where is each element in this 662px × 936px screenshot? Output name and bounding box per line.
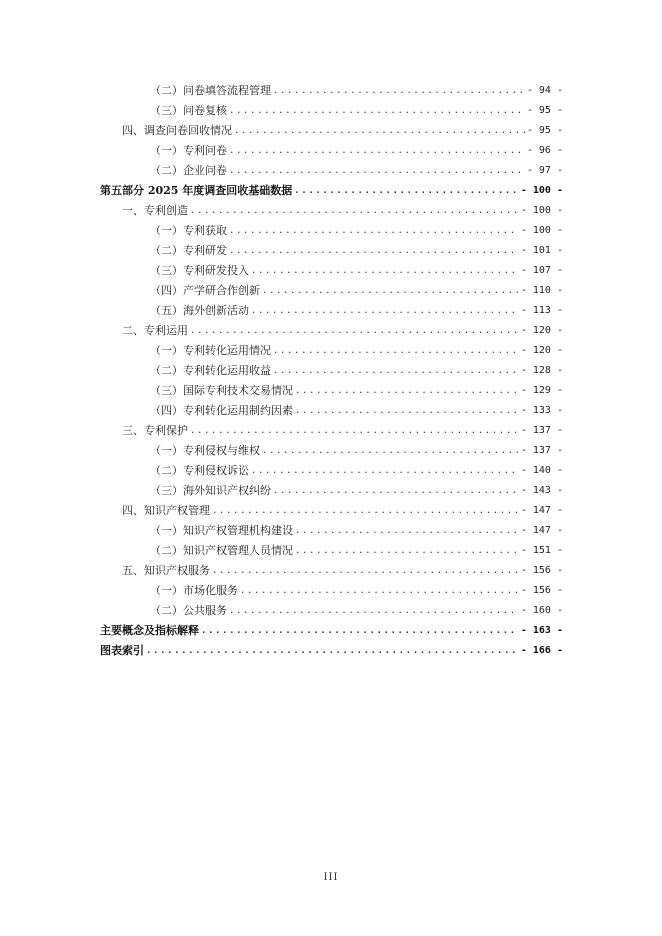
toc-leader-dots	[190, 201, 519, 221]
page-number: III	[323, 872, 339, 883]
toc-entry-page: - 128 -	[520, 365, 563, 376]
toc-subsection-entry[interactable]	[100, 361, 563, 381]
toc-leader-dots	[273, 361, 519, 381]
toc-entry-title: （二）公共服务	[150, 604, 227, 617]
toc-leader-dots	[229, 161, 525, 181]
toc-subsection-entry[interactable]	[100, 541, 563, 561]
toc-subsection-entry[interactable]	[100, 101, 563, 121]
toc-subsection-entry[interactable]	[100, 601, 563, 621]
toc-entry-title: 四、知识产权管理	[122, 504, 210, 517]
toc-subsection-entry[interactable]	[100, 161, 563, 181]
toc-leader-dots	[212, 561, 519, 581]
toc-leader-dots	[251, 461, 519, 481]
toc-leader-dots	[273, 81, 525, 101]
toc-entry-page: - 163 -	[520, 625, 563, 636]
toc-entry-page: - 97 -	[526, 165, 563, 176]
toc-subsection-entry[interactable]	[100, 221, 563, 241]
toc-part-entry[interactable]	[100, 621, 563, 641]
toc-leader-dots	[295, 541, 519, 561]
toc-section-entry[interactable]	[100, 501, 563, 521]
table-of-contents	[100, 81, 563, 661]
toc-leader-dots	[190, 421, 519, 441]
toc-entry-title: （三）国际专利技术交易情况	[150, 384, 293, 397]
toc-leader-dots	[262, 441, 519, 461]
toc-subsection-entry[interactable]	[100, 461, 563, 481]
toc-entry-title: （二）企业问卷	[150, 164, 227, 177]
toc-entry-page: - 100 -	[520, 185, 563, 196]
toc-subsection-entry[interactable]	[100, 141, 563, 161]
toc-subsection-entry[interactable]	[100, 581, 563, 601]
toc-part-entry[interactable]	[100, 641, 563, 661]
toc-leader-dots	[234, 121, 525, 141]
toc-leader-dots	[295, 521, 519, 541]
toc-entry-page: - 120 -	[520, 345, 563, 356]
toc-subsection-entry[interactable]	[100, 261, 563, 281]
toc-leader-dots	[295, 381, 519, 401]
toc-entry-page: - 151 -	[520, 545, 563, 556]
toc-entry-page: - 147 -	[520, 505, 563, 516]
toc-section-entry[interactable]	[100, 561, 563, 581]
toc-leader-dots	[229, 241, 519, 261]
toc-entry-title: （四）专利转化运用制约因素	[150, 404, 293, 417]
toc-entry-title: （二）专利侵权诉讼	[150, 464, 249, 477]
toc-section-entry[interactable]	[100, 121, 563, 141]
toc-leader-dots	[229, 101, 525, 121]
toc-entry-page: - 94 -	[526, 85, 563, 96]
toc-entry-title: （一）专利获取	[150, 224, 227, 237]
toc-entry-title: （二）专利转化运用收益	[150, 364, 271, 377]
toc-entry-page: - 95 -	[526, 125, 563, 136]
toc-entry-title: （一）专利问卷	[150, 144, 227, 157]
toc-part-entry[interactable]	[100, 181, 563, 201]
toc-entry-title: （一）专利转化运用情况	[150, 344, 271, 357]
toc-entry-title: 四、调查问卷回收情况	[122, 124, 232, 137]
toc-entry-page: - 143 -	[520, 485, 563, 496]
toc-entry-page: - 137 -	[520, 425, 563, 436]
toc-leader-dots	[229, 601, 519, 621]
toc-entry-page: - 100 -	[520, 225, 563, 236]
toc-subsection-entry[interactable]	[100, 521, 563, 541]
toc-subsection-entry[interactable]	[100, 441, 563, 461]
toc-leader-dots	[240, 581, 519, 601]
toc-subsection-entry[interactable]	[100, 381, 563, 401]
toc-entry-title: （二）知识产权管理人员情况	[150, 544, 293, 557]
toc-entry-page: - 156 -	[520, 585, 563, 596]
toc-subsection-entry[interactable]	[100, 401, 563, 421]
toc-entry-title: （四）产学研合作创新	[150, 284, 260, 297]
toc-entry-title: 主要概念及指标解释	[100, 624, 199, 637]
toc-entry-page: - 140 -	[520, 465, 563, 476]
toc-subsection-entry[interactable]	[100, 481, 563, 501]
toc-leader-dots	[251, 301, 519, 321]
toc-section-entry[interactable]	[100, 201, 563, 221]
toc-leader-dots	[294, 181, 519, 201]
toc-entry-title: 一、专利创造	[122, 204, 188, 217]
toc-entry-title: 五、知识产权服务	[122, 564, 210, 577]
toc-leader-dots	[273, 481, 519, 501]
toc-entry-title: 图表索引	[100, 644, 144, 657]
toc-entry-title: （一）知识产权管理机构建设	[150, 524, 293, 537]
toc-entry-page: - 120 -	[520, 325, 563, 336]
toc-entry-title: （一）市场化服务	[150, 584, 238, 597]
toc-entry-title: （二）问卷填答流程管理	[150, 84, 271, 97]
toc-entry-page: - 156 -	[520, 565, 563, 576]
toc-entry-title: 二、专利运用	[122, 324, 188, 337]
toc-entry-page: - 147 -	[520, 525, 563, 536]
toc-entry-title: （二）专利研发	[150, 244, 227, 257]
toc-leader-dots	[295, 401, 519, 421]
toc-leader-dots	[229, 141, 525, 161]
toc-entry-title: （一）专利侵权与维权	[150, 444, 260, 457]
toc-leader-dots	[146, 641, 519, 661]
toc-entry-page: - 160 -	[520, 605, 563, 616]
toc-entry-page: - 96 -	[526, 145, 563, 156]
toc-entry-page: - 129 -	[520, 385, 563, 396]
toc-entry-title: （三）问卷复核	[150, 104, 227, 117]
toc-entry-page: - 101 -	[520, 245, 563, 256]
toc-subsection-entry[interactable]	[100, 341, 563, 361]
toc-subsection-entry[interactable]	[100, 241, 563, 261]
toc-leader-dots	[262, 281, 519, 301]
toc-section-entry[interactable]	[100, 321, 563, 341]
toc-leader-dots	[273, 341, 519, 361]
toc-entry-page: - 100 -	[520, 205, 563, 216]
toc-leader-dots	[201, 621, 519, 641]
toc-leader-dots	[190, 321, 519, 341]
toc-subsection-entry[interactable]	[100, 81, 563, 101]
toc-entry-page: - 133 -	[520, 405, 563, 416]
toc-entry-page: - 107 -	[520, 265, 563, 276]
toc-leader-dots	[251, 261, 519, 281]
toc-subsection-entry[interactable]	[100, 281, 563, 301]
toc-entry-page: - 110 -	[520, 285, 563, 296]
toc-entry-title: （五）海外创新活动	[150, 304, 249, 317]
toc-entry-title: 第五部分 2025 年度调查回收基础数据	[100, 184, 293, 197]
toc-entry-page: - 137 -	[520, 445, 563, 456]
toc-entry-title: （三）海外知识产权纠纷	[150, 484, 271, 497]
toc-entry-title: （三）专利研发投入	[150, 264, 249, 277]
toc-leader-dots	[212, 501, 519, 521]
toc-entry-page: - 95 -	[526, 105, 563, 116]
toc-entry-page: - 166 -	[520, 645, 563, 656]
toc-entry-page: - 113 -	[520, 305, 563, 316]
toc-section-entry[interactable]	[100, 421, 563, 441]
toc-subsection-entry[interactable]	[100, 301, 563, 321]
toc-leader-dots	[229, 221, 519, 241]
toc-entry-title: 三、专利保护	[122, 424, 188, 437]
